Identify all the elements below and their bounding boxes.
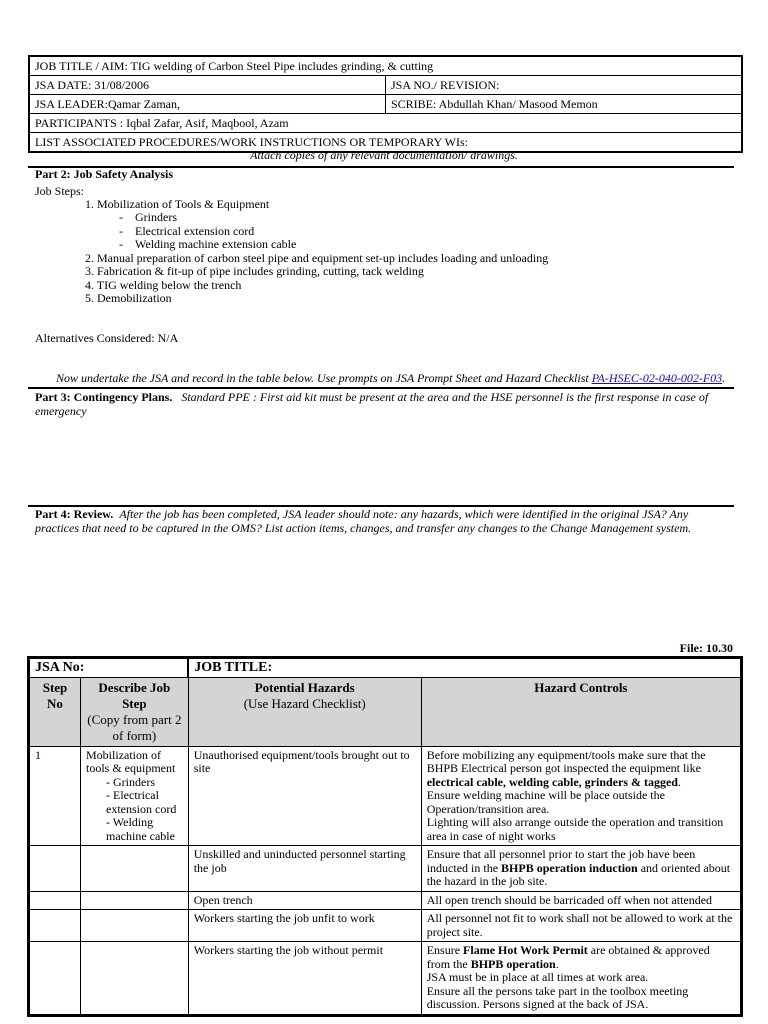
- list-item: - Welding machine cable: [106, 816, 183, 843]
- part3-text: Standard PPE : First aid kit must be present at the area and the HSE personnel is the first response in case of emergency: [35, 390, 709, 418]
- table-row: [29, 746, 742, 846]
- hazard-checklist-link[interactable]: PA-HSEC-02-040-002-F03: [591, 371, 723, 385]
- job-steps-label: Job Steps:: [35, 184, 85, 198]
- potential-hazard: Unauthorised equipment/tools brought out to site: [188, 746, 421, 846]
- job-step-1: 1. Mobilization of Tools & Equipment: [85, 197, 270, 211]
- alternatives-considered: Alternatives Considered: N/A: [35, 331, 179, 345]
- job-step-1-item: - Electrical extension cord: [119, 224, 255, 238]
- undertake-note: Now undertake the JSA and record in the table below. Use prompts on JSA Prompt Sheet and Hazard Checklist PA-HSEC-02-040-002-F03.: [56, 371, 726, 385]
- job-title-cell: JOB TITLE / AIM: TIG welding of Carbon Steel Pipe includes grinding, & cutting: [29, 56, 742, 76]
- job-step-3: 3. Fabrication & fit-up of pipe includes grinding, cutting, tack welding: [85, 264, 424, 278]
- procedures-cell: LIST ASSOCIATED PROCEDURES/WORK INSTRUCTIONS OR TEMPORARY WIs:: [29, 133, 742, 153]
- job-step-5: 5. Demobilization: [85, 291, 172, 305]
- potential-hazard: Open trench: [188, 891, 421, 910]
- hazard-control: All personnel not fit to work shall not be allowed to work at the project site.: [421, 910, 741, 942]
- job-step-1-item: - Welding machine extension cable: [119, 237, 297, 251]
- step-description: Mobilization of tools & equipment - Grinders - Electrical extension cord - Welding machine cable: [81, 746, 189, 846]
- hazard-control: All open trench should be barricaded off when not attended: [421, 891, 741, 910]
- hazard-control: Ensure that all personnel prior to start the job have been inducted in the BHPB operation induction and oriented about the hazard in the job site.: [421, 846, 741, 892]
- potential-hazard: Workers starting the job without permit: [188, 942, 421, 1016]
- col-header-step: Step No: [29, 677, 81, 746]
- part3-title: Part 3: Contingency Plans.: [35, 390, 173, 404]
- divider-part3: [28, 387, 734, 389]
- job-title-label: JOB TITLE:: [188, 658, 741, 678]
- table-row: [29, 942, 742, 1016]
- part2-title: Part 2: Job Safety Analysis: [35, 167, 173, 181]
- list-item: - Grinders: [106, 776, 183, 790]
- jsa-table: [27, 656, 743, 1017]
- part4-section: [35, 508, 725, 535]
- hazard-control: Ensure Flame Hot Work Permit are obtained & approved from the BHPB operation. JSA must be in place at all times at work area. Ensure all the persons take part in the toolbox meeting discussion. Persons signed at the back of JSA.: [421, 942, 741, 1016]
- list-item: - Electrical extension cord: [106, 789, 183, 816]
- participants-cell: PARTICIPANTS : Iqbal Zafar, Asif, Maqbool, Azam: [29, 114, 742, 133]
- file-label: File: 10.30: [679, 641, 733, 655]
- job-step-4: 4. TIG welding below the trench: [85, 278, 242, 292]
- part3-section: [35, 391, 725, 418]
- table-row: [29, 846, 742, 892]
- hazard-control: Before mobilizing any equipment/tools make sure that the BHPB Electrical person got inspected the equipment like electrical cable, welding cable, grinders & tagged. Ensure welding machine will be place outside the Operation/transition area. Lighting will also arrange outside the operation and transition area in case of night works: [421, 746, 741, 846]
- part4-title: Part 4: Review.: [35, 507, 114, 521]
- jsa-no-label: JSA No:: [29, 658, 189, 678]
- jsa-date-cell: JSA DATE: 31/08/2006: [29, 76, 386, 95]
- step-number: 1: [29, 746, 81, 846]
- col-header-hazards: Potential Hazards (Use Hazard Checklist): [188, 677, 421, 746]
- scribe-cell: SCRIBE: Abdullah Khan/ Masood Memon: [386, 95, 743, 114]
- table-row: [29, 891, 742, 910]
- part4-text: After the job has been completed, JSA leader should note: any hazards, which were identified in the original JSA? Any practices that need to be captured in the OMS? List action items, changes, and transfer any changes to the Change Management system.: [35, 507, 692, 535]
- potential-hazard: Unskilled and uninducted personnel starting the job: [188, 846, 421, 892]
- job-header-table: [28, 55, 743, 153]
- potential-hazard: Workers starting the job unfit to work: [188, 910, 421, 942]
- table-row: [29, 910, 742, 942]
- col-header-controls: Hazard Controls: [421, 677, 741, 746]
- equipment-list: [86, 776, 183, 844]
- attach-note: Attach copies of any relevant documentation/ drawings.: [250, 148, 518, 162]
- jsa-no-revision-cell: JSA NO./ REVISION:: [386, 76, 743, 95]
- job-step-2: 2. Manual preparation of carbon steel pipe and equipment set-up includes loading and unloading: [85, 251, 549, 265]
- job-step-1-item: - Grinders: [119, 210, 177, 224]
- jsa-leader-cell: JSA LEADER:Qamar Zaman,: [29, 95, 386, 114]
- col-header-describe: Describe Job Step (Copy from part 2 of form): [81, 677, 189, 746]
